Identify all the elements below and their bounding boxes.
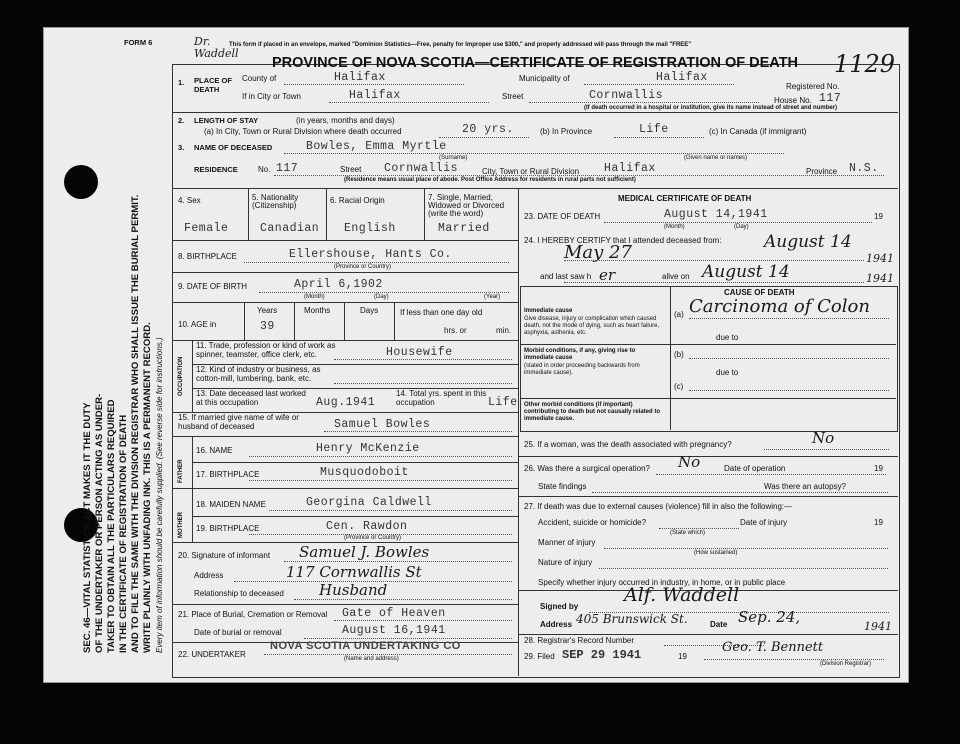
dod-year: 19 <box>874 212 883 221</box>
occupation-14-value: Life <box>488 396 518 409</box>
item-number: 1. <box>178 78 185 87</box>
occupation-13-label: 13. Date deceased last worked at this occupation <box>196 389 306 407</box>
morbid-label: Morbid conditions, if any, giving rise to immediate cause <box>524 348 636 361</box>
spouse-name: Samuel Bowles <box>334 418 431 431</box>
birthplace-value: Ellershouse, Hants Co. <box>289 248 452 261</box>
length-of-stay-sub: (in years, months and days) <box>296 116 395 125</box>
undertaker-label: 22. UNDERTAKER <box>178 650 246 659</box>
last-saw-label: and last saw h <box>540 272 592 281</box>
surname-note: (Surname) <box>439 155 468 161</box>
top-notice: This form if placed in an envelope, marked "Dominion Statistics—Free, penalty for Improper use $300," and properly addressed will pass through the mail "FREE" <box>229 42 692 48</box>
how-sustained-note: (How sustained) <box>694 550 738 556</box>
house-no-value: 117 <box>819 92 842 105</box>
item-number: 2. <box>178 116 185 125</box>
marital-label: 7. Single, Married, Widowed or Divorced (write the word) <box>428 193 505 218</box>
street-value: Cornwallis <box>589 89 664 102</box>
burial-date: August 16,1941 <box>342 624 446 637</box>
other-conditions-label: Other morbid conditions (if important) contributing to death but not causally related to immediate cause. <box>524 402 661 422</box>
mother-birthplace-label: 19. BIRTHPLACE <box>196 524 260 533</box>
residence-no-label: No. <box>258 165 271 174</box>
birthplace-note: (Province or Country) <box>334 264 392 270</box>
record-number-label: 28. Registrar's Record Number <box>524 636 635 645</box>
dod-day-note: (Day) <box>734 224 749 230</box>
occupation-11-value: Housewife <box>386 346 453 359</box>
house-no-label: House No. <box>774 96 812 105</box>
autopsy-label: Was there an autopsy? <box>764 482 846 491</box>
alive-on-label: alive on <box>662 272 690 281</box>
nationality-value: Canadian <box>260 222 320 235</box>
mother-birthplace: Cen. Rawdon <box>326 520 408 533</box>
division-registrar-note: (Division Registrar) <box>820 661 872 667</box>
min-label: min. <box>496 326 512 335</box>
age-label: 10. AGE in <box>178 320 217 329</box>
state-which-note: (State which) <box>670 530 706 536</box>
informant-sig-label: 20. Signature of informant <box>178 551 271 560</box>
pregnancy-label: 25. If a woman, was the death associated with pregnancy? <box>524 440 732 449</box>
hrs-label: hrs. or <box>444 326 467 335</box>
due-to-label: due to <box>716 368 739 377</box>
side-instructions: SEC. 46—VITAL STATISTICS ACT MAKES IT THE DUTY OF THE UNDERTAKER OR PERSON ACTING AS UNDER- TAKER TO OBTAIN ALL THE PARTICULARS REQUIRED IN THE CERTIFICATE OF REGISTRATION OF DEATH AND TO FILE THE SAME WITH THE DIVISION REGISTRAR WHO SHALL ISSUE THE BURIAL PERMIT. WRITE PLAINLY WITH UNFADING INK. THIS IS A PERMANENT RECORD. Every item of information should be carefully supplied. (See reverse side for instructions.) <box>82 194 164 653</box>
residence-no: 117 <box>276 162 299 175</box>
stay-c-label: (c) In Canada (if immigrant) <box>709 127 807 136</box>
undertaker-stamp: NOVA SCOTIA UNDERTAKING CO <box>270 640 461 652</box>
day-note: (Day) <box>374 294 389 300</box>
age-years-value: 39 <box>260 320 275 333</box>
age-months-header: Months <box>304 306 331 315</box>
dob-value: April 6,1902 <box>294 278 383 291</box>
given-note: (Given name or names) <box>684 155 748 161</box>
sex-value: Female <box>184 222 229 235</box>
cause-header: CAUSE OF DEATH <box>724 288 795 297</box>
father-name-label: 16. NAME <box>196 446 233 455</box>
residence-note: (Residence means usual place of abode. Post Office Address for residents in rural parts not sufficient) <box>344 177 636 183</box>
place-of-death-label: PLACE OF DEATH <box>194 76 232 94</box>
mother-section-label: MOTHER <box>178 512 184 538</box>
stay-b-value: Life <box>639 123 669 136</box>
occupation-14-label: 14. Total yrs. spent in this occupation <box>396 389 487 407</box>
informant-address-label: Address <box>194 571 224 580</box>
operation-date-label: Date of operation <box>724 464 786 473</box>
signed-by-label: Signed by <box>540 602 579 611</box>
filed-label: 29. Filed <box>524 652 555 661</box>
month-note: (Month) <box>304 294 325 300</box>
father-birthplace: Musquodoboit <box>320 466 409 479</box>
year-note: (Year) <box>484 294 501 300</box>
city-value: Halifax <box>349 89 401 102</box>
burial-date-label: Date of burial or removal <box>194 628 282 637</box>
occupation-15-label: 15. If married give name of wife or husband of deceased <box>178 413 299 431</box>
signed-date-label: Date <box>710 620 728 629</box>
signed-year: 1941 <box>864 620 892 633</box>
city-label: If in City or Town <box>242 92 301 101</box>
residence-street-label: Street <box>340 165 362 174</box>
filed-date-stamp: SEP 29 1941 <box>562 648 642 662</box>
nature-label: Nature of injury <box>538 558 593 567</box>
stay-a-label: (a) In City, Town or Rural Division where death occurred <box>204 127 402 136</box>
occupation-13-value: Aug.1941 <box>316 396 376 409</box>
stay-b-label: (b) In Province <box>540 127 593 136</box>
municipality-label: Municipality of <box>519 74 570 83</box>
manner-label: Manner of injury <box>538 538 596 547</box>
sex-label: 4. Sex <box>178 196 201 205</box>
county-value: Halifax <box>334 71 386 84</box>
specify-label: Specify whether injury occurred in industry, in home, or in public place <box>538 578 786 587</box>
injury-year: 19 <box>874 518 883 527</box>
length-of-stay-label: LENGTH OF STAY <box>194 116 259 125</box>
racial-origin-label: 6. Racial Origin <box>330 196 385 205</box>
state-findings-label: State findings <box>538 482 587 491</box>
place-note: (If death occurred in a hospital or institution, give its name instead of street and number) <box>584 105 838 111</box>
last-saw-value: er <box>599 266 616 284</box>
corner-note: Dr. Waddell <box>194 35 239 60</box>
injury-date-label: Date of injury <box>740 518 788 527</box>
registered-no-label: Registered No. <box>786 82 840 91</box>
pregnancy-value: No <box>812 429 835 447</box>
deceased-name: Bowles, Emma Myrtle <box>306 140 447 153</box>
item-number: 3. <box>178 143 185 152</box>
medical-header: MEDICAL CERTIFICATE OF DEATH <box>618 194 752 203</box>
occupation-11-label: 11. Trade, profession or kind of work as spinner, teamster, office clerk, etc. <box>196 341 336 359</box>
attended-year: 1941 <box>866 252 894 265</box>
morbid-note: (stated in order proceeding backwards from immediate cause). <box>524 363 640 376</box>
certificate-title: PROVINCE OF NOVA SCOTIA—CERTIFICATE OF REGISTRATION OF DEATH <box>272 55 799 71</box>
surgery-value: No <box>678 453 701 471</box>
stay-a-value: 20 yrs. <box>462 123 514 136</box>
immediate-cause-note: Give disease, injury or complication which caused death, not the mode of dying, such as heart failure, asphyxia, asthenia, etc. <box>524 316 660 336</box>
residence-city-label: City, Town or Rural Division <box>482 167 580 176</box>
occupation-12-label: 12. Kind of industry or business, as cotton-mill, lumbering, bank, etc. <box>196 365 321 383</box>
father-birthplace-label: 17. BIRTHPLACE <box>196 470 260 479</box>
nationality-label: 5. Nationality (Citizenship) <box>252 193 299 210</box>
relationship-label: Relationship to deceased <box>194 589 284 598</box>
cause-a: Carcinoma of Colon <box>689 296 870 317</box>
filed-year: 19 <box>678 652 687 661</box>
surgery-label: 26. Was there a surgical operation? <box>524 464 650 473</box>
external-causes-label: 27. If death was due to external causes (violence) fill in also the following:— <box>524 502 793 511</box>
residence-city: Halifax <box>604 162 656 175</box>
father-name: Henry McKenzie <box>316 442 420 455</box>
deceased-label: NAME OF DECEASED <box>194 143 273 152</box>
alive-on-value: August 14 <box>702 262 790 282</box>
street-label: Street <box>502 92 524 101</box>
immediate-cause-label: Immediate cause <box>524 308 573 314</box>
birthplace-label: 8. BIRTHPLACE <box>178 252 237 261</box>
date-of-death-label: 23. DATE OF DEATH <box>524 212 601 221</box>
racial-origin-value: English <box>344 222 396 235</box>
residence-province: N.S. <box>849 162 879 175</box>
attended-label: 24. I HEREBY CERTIFY that I attended deceased from: <box>524 236 722 245</box>
signed-date: Sep. 24, <box>738 608 801 626</box>
mother-maiden-label: 18. MAIDEN NAME <box>196 500 266 509</box>
age-less-label: If less than one day old <box>400 308 483 317</box>
informant-address: 117 Cornwallis St <box>286 563 422 581</box>
occupation-section-label: OCCUPATION <box>178 356 184 396</box>
relationship-value: Husband <box>319 581 388 599</box>
mother-maiden-name: Georgina Caldwell <box>306 496 432 509</box>
date-of-death: August 14,1941 <box>664 208 768 221</box>
attended-to: August 14 <box>764 232 852 252</box>
operation-year: 19 <box>874 464 883 473</box>
dod-month-note: (Month) <box>664 224 685 230</box>
residence-province-label: Province <box>806 167 838 176</box>
due-to-label: due to <box>716 333 739 342</box>
registrar-signature: Geo. T. Bennett <box>722 640 824 655</box>
alive-on-year: 1941 <box>866 272 894 285</box>
physician-signature: Alf. Waddell <box>624 584 740 606</box>
accident-label: Accident, suicide or homicide? <box>538 518 647 527</box>
father-section-label: FATHER <box>178 459 184 483</box>
age-years-header: Years <box>257 306 278 315</box>
informant-signature: Samuel J. Bowles <box>299 543 430 561</box>
burial-place: Gate of Heaven <box>342 607 446 620</box>
form-number: FORM 6 <box>124 38 153 47</box>
age-days-header: Days <box>360 306 379 315</box>
attended-from: May 27 <box>564 242 632 263</box>
dob-label: 9. DATE OF BIRTH <box>178 282 248 291</box>
marital-value: Married <box>438 222 490 235</box>
county-label: County of <box>242 74 277 83</box>
physician-address: 405 Brunswick St. <box>576 612 688 626</box>
municipality-value: Halifax <box>656 71 708 84</box>
undertaker-note: (Name and address) <box>344 656 399 662</box>
death-certificate: SEC. 46—VITAL STATISTICS ACT MAKES IT THE DUTY OF THE UNDERTAKER OR PERSON ACTING AS UNDER- TAKER TO OBTAIN ALL THE PARTICULARS REQUIRED IN THE CERTIFICATE OF REGISTRATION OF DEATH AND TO FILE THE SAME WITH THE DIVISION REGISTRAR WHO SHALL ISSUE THE BURIAL PERMIT. WRITE PLAINLY WITH UNFADING INK. THIS IS A PERMANENT RECORD. Every item of information should be carefully supplied. (See reverse side for instructions.) FORM 6 Dr. Waddell This form if placed in an envelope, marked "Dominion Statistics—Free, penalty for Improper use $300," and properly addressed will pass through the mail "FREE" PROVINCE OF NOVA SCOTIA—CERTIFICATE OF REGISTRATION OF DEATH 1129 1. PLACE OF DEATH County of Halifax Municipality of Halifax Registered No. If in City or Town Halifax Street Cornwallis House No. 117 (If death occurred in a hospital or institution, give its name instead of street and number) 2. LENGTH OF STAY (in years, months and days) (a) In City, Town or Rural Division where death occurred 20 yrs. (b) In Province Life (c) In Canada (if immigrant) 3. NAME OF DECEASED Bowles, Emma Myrtle (Surname) (Given name or names) RESIDENCE No. 117 Street Cornwallis City, Town or Rural Division Halifax Province N.S. (Residence means usual place of abode. Post Office Address for residents in rural parts not sufficient) 4. Sex 5. Nationality (Citizenship) 6. Racial Origin 7. Single, Married, Widowed or Divorced (write the word) Female Canadian English Married 8. BIRTHPLACE Ellershouse, Hants Co. (Province or Country) 9. DATE OF BIRTH April 6,1902 (Month) (Day) (Year) 10. AGE in Years Months Days 39 If less than one day old hrs. or min. OCCUPATION 11. Trade, profession or kind of work as spinner, teamster, office clerk, etc. Housewife 12. Kind of industry or business, as cotton-mill, lumbering, bank, etc. 13. Date deceased last worked at this occupation Aug.1941 14. Total yrs. spent in this occupation Life 15. If married give name of wife or husband of deceased Samuel Bowles FATHER 16. NAME Henry McKenzie 17. BIRTHPLACE Musquodoboit MOTHER 18. MAIDEN NAME Georgina Caldwell 19. BIRTHPLACE Cen. Rawdon (Province or Country) 20. Signature of informant Samuel J. Bowles Address 117 Cornwallis St Relationship to deceased Husband 21. Place of Burial, Cremation or Removal Gate of Heaven Date of burial or removal August 16,1941 22. UNDERTAKER NOVA SCOTIA UNDERTAKING CO (Name and address) MEDICAL CERTIFICATE OF DEATH 23. DATE OF DEATH August 14,1941 (Month) (Day) 19 24. I HEREBY CERTIFY that I attended deceased from: May 27 August 14 1941 and last saw h er alive on August 14 1941 CAUSE OF DEATH Immediate cause Give disease, injury or complication which caused death, not the mode of dying, such as heart failure, asphyxia, asthenia, etc. (a) Carcinoma of Colon due to Morbid conditions, if any, giving rise to immediate cause (stated in order proceeding backwards from immediate cause). (b) due to (c) Other morbid conditions (if important) contributing to death but not causally related to immediate cause. 25. If a woman, was the death associated with pregnancy? No 26. Was there a surgical operation? No Date of operation 19 State findings Was there an autopsy? 27. If death was due to external causes (violence) fill in also the following:— Accident, suicide or homicide? (State which) Date of injury 19 Manner of injury (How sustained) Nature of injury Specify whether injury occurred in industry, in home, or in public place Signed by Alf. Waddell Address 405 Brunswick St. Date Sep. 24, 1941 28. Registrar's Record Number 29. Filed SEP 29 1941 19 Geo. T. Bennett (Division Registrar) <box>44 28 908 682</box>
burial-place-label: 21. Place of Burial, Cremation or Removal <box>178 610 328 619</box>
handwritten-number: 1129 <box>834 50 896 78</box>
physician-address-label: Address <box>540 620 573 629</box>
mother-birthplace-note: (Province or Country) <box>344 535 402 541</box>
residence-street: Cornwallis <box>384 162 459 175</box>
residence-label: RESIDENCE <box>194 165 238 174</box>
